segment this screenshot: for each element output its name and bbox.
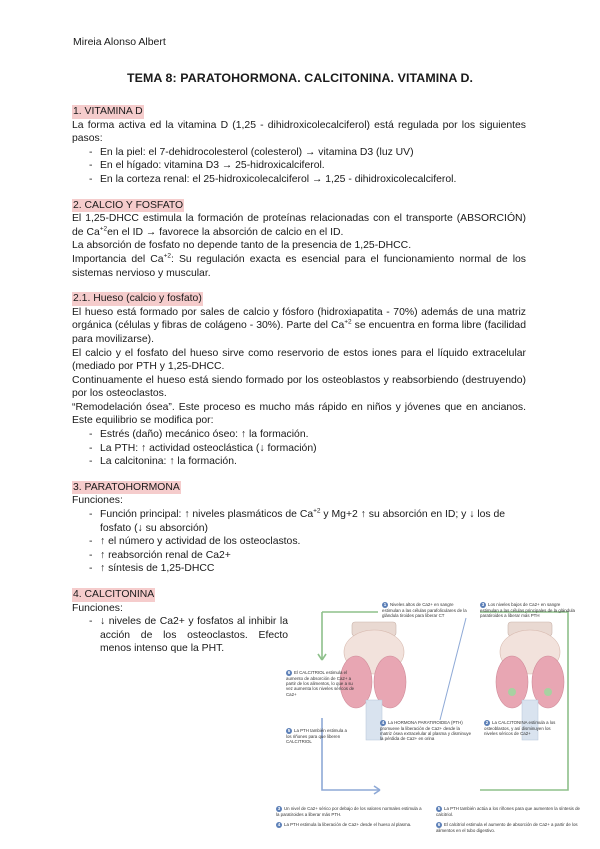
section-heading: 1. VITAMINA D — [73, 106, 143, 117]
text: Un nivel de Ca2+ sérico por debajo de los valores normales estimula a la paratiroides a liberar más PTH. — [276, 806, 422, 817]
text: en el ID → favorece la absorción de calcio en el ID. — [107, 226, 344, 238]
list-item: - ↑ el número y actividad de los osteoclastos. — [72, 535, 526, 549]
text: La CALCITONINA estimula a los osteoblastos, y así disminuyen los niveles séricos de Ca2+ — [484, 720, 556, 737]
list-item: - ↑ reabsorción renal de Ca2+ — [72, 549, 526, 563]
document-body — [72, 105, 526, 656]
text: Niveles altos de Ca2+ en sangre estimulan a las células parafoliculares de la glándula tiroides para liberar CT — [382, 602, 467, 619]
list-item — [72, 508, 526, 535]
section-calcio-fosfato — [72, 199, 526, 281]
list-item: - Estrés (daño) mecánico óseo: ↑ la formación. — [72, 428, 526, 442]
paragraph: Funciones: — [72, 495, 123, 507]
section-heading: 3. PARATOHORMONA — [73, 481, 180, 493]
paragraph: Funciones: — [72, 602, 123, 614]
author-name: Mireia Alonso Albert — [73, 36, 166, 48]
list-item: - En el hígado: vitamina D3 → 25-hidroxicalciferol. — [72, 159, 526, 173]
section-vitamina-d — [72, 105, 526, 187]
text: La PTH también actúa a los riñones para que aumenten la síntesis de calcitriol. — [436, 806, 580, 817]
text: se encuentra en forma libre (facilidad para movilizarse). — [72, 320, 526, 345]
text: La PTH estimula la liberación de Ca2+ desde el hueso al plasma. — [284, 822, 412, 827]
paragraph: La forma activa ed la vitamina D (1,25 - dihidroxicolecalciferol) está regulada por los siguientes pasos: — [72, 119, 526, 145]
figure-label: 6 El CALCITRIOL estimula el aumento de absorción de Ca2+ a partir de los alimentos, lo que a su vez aumenta los niveles séricos de Ca2+ — [286, 670, 355, 697]
figure-label: 2 La CALCITONINA estimula a los osteoblastos, y así disminuyen los niveles séricos de Ca2+ — [484, 720, 556, 737]
text: Importancia del Ca — [72, 253, 164, 265]
bullet-list — [72, 146, 526, 187]
text: El hueso está formado por sales de calcio y fósforo (hidroxiapatita - 70%) además de una matriz orgánica (células y fibras de colágeno - 30%). Parte del Ca — [72, 306, 526, 332]
paragraph — [72, 212, 526, 239]
paragraph: “Remodelación ósea”. Este proceso es mucho más rápido en niños y jóvenes que en ancianos. Este equilibrio se modifica por: — [72, 401, 526, 427]
figure-label: 1 Niveles altos de Ca2+ en sangre estimulan a las células parafoliculares de la glándula tiroides para liberar CT — [382, 602, 467, 619]
superscript: +2 — [313, 507, 321, 515]
paragraph: El calcio y el fosfato del hueso sirve como reservorio de estos iones para el líquido extracelular (mediado por PTH y 1,25-DHCC. — [72, 347, 526, 373]
list-item: - En la piel: el 7-dehidrocolesterol (colesterol) → vitamina D3 (luz UV) — [72, 146, 526, 160]
text: El CALCITRIOL estimula el aumento de absorción de Ca2+ a partir de los alimentos, lo que a su vez aumenta los niveles séricos de Ca2+ — [286, 670, 355, 697]
bullet-list — [72, 428, 526, 469]
section-hueso — [72, 292, 526, 469]
list-item: - ↓ niveles de Ca2+ y fosfatos al inhibir la acción de los osteoclastos. Efecto menos intenso que la PHT. — [72, 615, 288, 656]
superscript: +2 — [344, 318, 352, 326]
list-item: - La calcitonina: ↑ la formación. — [72, 455, 526, 469]
paragraph — [72, 306, 526, 347]
figure-caption: 3 Un nivel de Ca2+ sérico por debajo de los valores normales estimula a la paratiroides a liberar más PTH. — [276, 806, 422, 817]
text: : Su regulación exacta es esencial para el funcionamiento normal de los sistemas nervioso y muscular. — [72, 253, 526, 279]
section-paratohormona — [72, 481, 526, 576]
list-item: - En la corteza renal: el 25-hidroxicolecalciferol → 1,25 - dihidroxicolecalciferol. — [72, 173, 526, 187]
page-title: TEMA 8: PARATOHORMONA. CALCITONINA. VITAMINA D. — [126, 71, 474, 85]
figure-caption: 6 El calcitriol estimula el aumento de absorción de Ca2+ a partir de los alimentos en el tubo digestivo. — [436, 822, 578, 833]
calcium-regulation-figure — [270, 600, 596, 844]
text: y Mg+2 ↑ su absorción en ID; y ↓ los de fosfato (↓ su absorción) — [100, 509, 506, 534]
figure-label: 5 La PTH también estimula a los riñones para que liberen CALCITRIOL — [286, 728, 347, 745]
list-item: - ↑ síntesis de 1,25-DHCC — [72, 562, 526, 576]
text: El calcitriol estimula el aumento de absorción de Ca2+ a partir de los alimentos en el tubo digestivo. — [436, 822, 578, 833]
section-heading: 2.1. Hueso (calcio y fosfato) — [73, 293, 202, 305]
figure-label: 3 Los niveles bajos de Ca2+ en sangre estimulan a las células principales de la glándula paratiroides a liberar más PTH — [480, 602, 575, 619]
text: La PTH también estimula a los riñones para que liberen CALCITRIOL — [286, 728, 347, 745]
list-item: - La PTH: ↑ actividad osteoclástica (↓ formación) — [72, 442, 526, 456]
section-heading: 2. CALCIO Y FOSFATO — [73, 199, 184, 211]
figure-caption: 4 La PTH estimula la liberación de Ca2+ desde el hueso al plasma. — [277, 822, 412, 827]
paragraph — [72, 253, 526, 280]
text: Función principal: ↑ niveles plasmáticos de Ca — [100, 509, 314, 521]
section-heading: 4. CALCITONINA — [73, 589, 155, 600]
superscript: +2 — [99, 225, 108, 233]
text: Los niveles bajos de Ca2+ en sangre estimulan a las células principales de la glándula paratiroides a liberar más PTH — [480, 602, 575, 619]
text: La HORMONA PARATIROIDEA (PTH) promueve la liberación de Ca2+ desde la matriz ósea extracelular al plasma y disminuye la pérdida de Ca2+ en orina — [380, 720, 472, 742]
figure-label: 4 La HORMONA PARATIROIDEA (PTH) promueve la liberación de Ca2+ desde la matriz ósea extracelular al plasma y disminuye la pérdida de Ca2+ en orina — [380, 720, 472, 742]
bullet-list — [72, 508, 526, 576]
paragraph: La absorción de fosfato no depende tanto de la presencia de 1,25-DHCC. — [72, 240, 412, 252]
figure-caption: 5 La PTH también actúa a los riñones para que aumenten la síntesis de calcitriol. — [436, 806, 580, 817]
text: El 1,25-DHCC estimula la formación de proteínas relacionadas con el transporte (ABSORCIÓN) de Ca — [72, 213, 526, 238]
superscript: +2 — [163, 252, 171, 260]
paragraph: Continuamente el hueso está siendo formado por los osteoblastos y reabsorbiendo (destruyendo) por los osteoclastos. — [72, 374, 526, 400]
